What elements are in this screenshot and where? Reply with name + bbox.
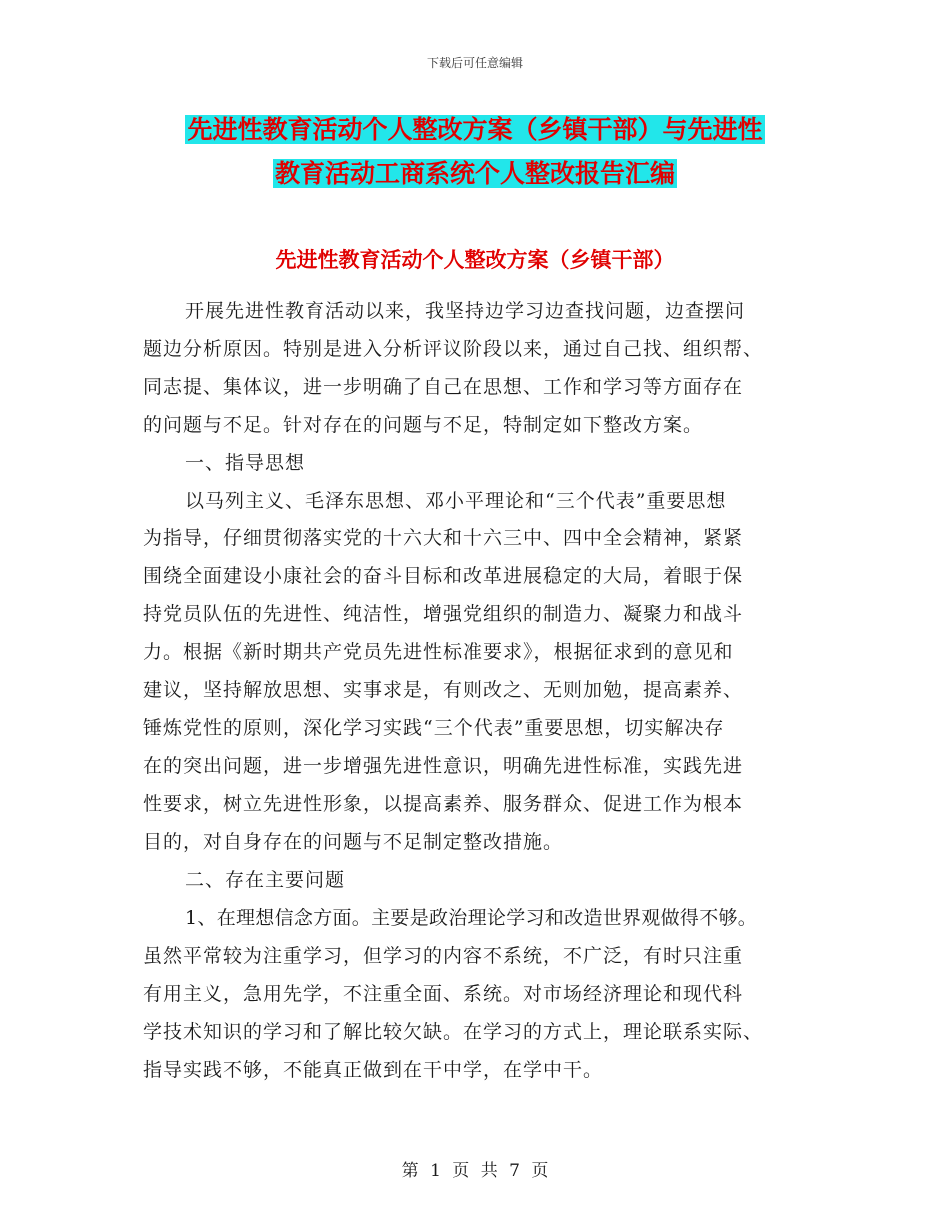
body-line: 1、在理想信念方面。主要是政治理论学习和改造世界观做得不够。 [185, 907, 758, 929]
page-footer: 第 1 页 共 7 页 [401, 1161, 549, 1181]
body-line: 的问题与不足。针对存在的问题与不足，特制定如下整改方案。 [143, 414, 704, 436]
body-line: 开展先进性教育活动以来，我坚持边学习边查找问题，边查摆问 [185, 300, 746, 322]
header-note: 下载后可任意编辑 [426, 56, 523, 70]
main-title-line-1-text: 先进性教育活动个人整改方案（乡镇干部）与先进性 [187, 115, 763, 144]
body-line: 在的突出问题，进一步增强先进性意识，明确先进性标准，实践先进 [143, 755, 744, 777]
body-line: 性要求，树立先进性形象，以提高素养、服务群众、促进工作为根本 [143, 793, 744, 815]
body-line: 持党员队伍的先进性、纯洁性，增强党组织的制造力、凝聚力和战斗 [143, 603, 744, 625]
body-line: 指导实践不够，不能真正做到在干中学，在学中干。 [143, 1059, 604, 1081]
body-line: 以马列主义、毛泽东思想、邓小平理论和“三个代表”重要思想 [185, 490, 727, 512]
body-line: 建议，坚持解放思想、实事求是，有则改之、无则加勉，提高素养、 [143, 679, 744, 701]
section-title: 先进性教育活动个人整改方案（乡镇干部） [275, 248, 675, 272]
section-heading: 一、指导思想 [185, 452, 306, 474]
body-line: 有用主义，急用先学，不注重全面、系统。对市场经济理论和现代科 [143, 983, 744, 1005]
body-line: 学技术知识的学习和了解比较欠缺。在学习的方式上，理论联系实际、 [143, 1021, 764, 1043]
body-line: 目的，对自身存在的问题与不足制定整改措施。 [143, 831, 564, 853]
body-line: 力。根据《新时期共产党员先进性标准要求》，根据征求到的意见和 [143, 641, 734, 663]
body-line: 同志提、集体议，进一步明确了自己在思想、工作和学习等方面存在 [143, 376, 744, 398]
body-line: 围绕全面建设小康社会的奋斗目标和改革进展稳定的大局，着眼于保 [143, 565, 744, 587]
body-line: 为指导，仔细贯彻落实党的十六大和十六三中、四中全会精神，紧紧 [143, 527, 744, 549]
body-line: 题边分析原因。特别是进入分析评议阶段以来，通过自己找、组织帮、 [143, 338, 764, 360]
main-title-line-2-text: 教育活动工商系统个人整改报告汇编 [274, 159, 675, 188]
body-line: 锤炼党性的原则，深化学习实践“三个代表”重要思想，切实解决存 [143, 717, 725, 739]
section-heading: 二、存在主要问题 [185, 869, 346, 891]
main-title-line-2 [0, 156, 950, 192]
body-line: 虽然平常较为注重学习，但学习的内容不系统，不广泛，有时只注重 [143, 945, 744, 967]
main-title-line-1 [0, 112, 950, 148]
